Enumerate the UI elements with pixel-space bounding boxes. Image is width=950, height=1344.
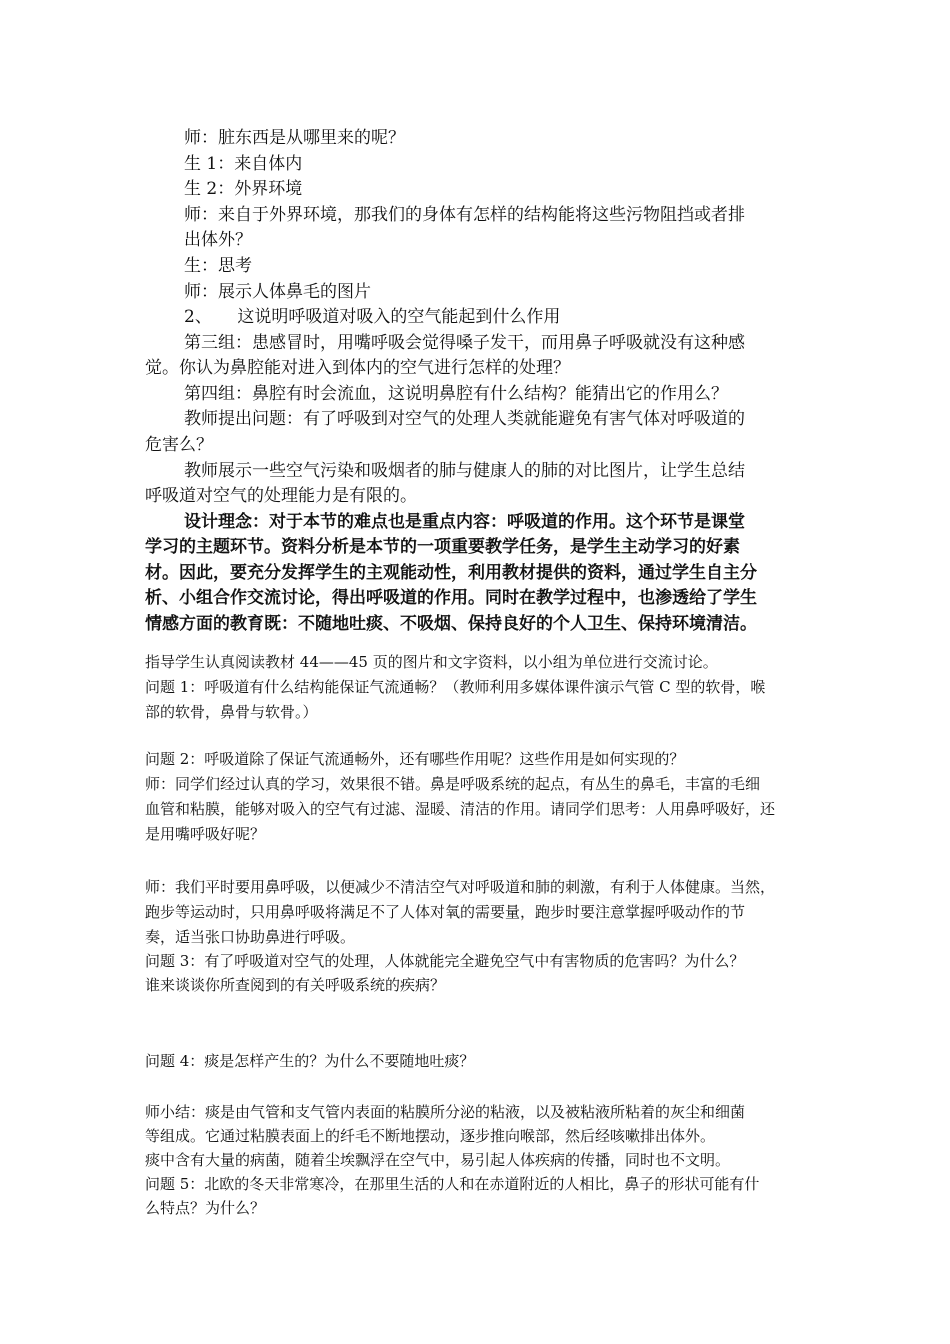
instruction-line: 指导学生认真阅读教材 44——45 页的图片和文字资料，以小组为单位进行交流讨论。: [145, 653, 718, 671]
design-concept-line: 设计理念：对于本节的难点也是重点内容：呼吸道的作用。这个环节是课堂: [184, 512, 745, 532]
teacher-line: 血管和粘膜，能够对吸入的空气有过滤、湿暖、清洁的作用。请同学们思考：人用鼻呼吸好，还: [145, 800, 776, 818]
design-concept-line: 析、小组合作交流讨论，得出呼吸道的作用。同时在教学过程中，也渗透给了学生: [145, 588, 757, 608]
paragraph-line: 教师提出问题：有了呼吸到对空气的处理人类就能避免有害气体对呼吸道的: [184, 409, 745, 429]
question-line: 么特点？为什么？: [145, 1199, 266, 1217]
paragraph-line: 觉。你认为鼻腔能对进入到体内的空气进行怎样的处理？: [145, 358, 570, 378]
teacher-line: 师：我们平时要用鼻呼吸，以便减少不清洁空气对呼吸道和肺的刺激，有利于人体健康。当然，: [145, 878, 776, 896]
paragraph-line: 教师展示一些空气污染和吸烟者的肺与健康人的肺的对比图片，让学生总结: [184, 461, 745, 481]
dialogue-line: 生 2：外界环境: [184, 179, 303, 199]
paragraph-line: 第四组：鼻腔有时会流血，这说明鼻腔有什么结构？能猜出它的作用么？: [184, 384, 728, 404]
dialogue-line: 出体外？: [184, 230, 252, 250]
paragraph-line: 呼吸道对空气的处理能力是有限的。: [145, 486, 417, 506]
dialogue-line: 生 1：来自体内: [184, 154, 303, 174]
design-concept-line: 学习的主题环节。资料分析是本节的一项重要教学任务，是学生主动学习的好素: [145, 537, 740, 557]
teacher-line: 跑步等运动时，只用鼻呼吸将满足不了人体对氧的需要量，跑步时要注意掌握呼吸动作的节: [145, 903, 746, 921]
design-concept-line: 情感方面的教育既：不随地吐痰、不吸烟、保持良好的个人卫生、保持环境清洁。: [145, 614, 757, 634]
dialogue-line: 生：思考: [184, 256, 252, 276]
question-line: 问题 4：痰是怎样产生的？为什么不要随地吐痰？: [145, 1052, 475, 1070]
question-line: 问题 3：有了呼吸道对空气的处理，人体就能完全避免空气中有害物质的危害吗？为什么？: [145, 952, 745, 970]
summary-line: 师小结：痰是由气管和支气管内表面的粘膜所分泌的粘液，以及被粘液所粘着的灰尘和细菌: [145, 1103, 746, 1121]
paragraph-line: 危害么？: [145, 435, 213, 455]
dialogue-line: 师：脏东西是从哪里来的呢？: [184, 128, 405, 148]
question-line: 部的软骨，鼻骨与软骨。）: [145, 703, 318, 721]
question-line: 谁来谈谈你所查阅到的有关呼吸系统的疾病？: [145, 976, 446, 994]
dialogue-line: 师：来自于外界环境，那我们的身体有怎样的结构能将这些污物阻挡或者排: [184, 205, 745, 225]
question-line: 问题 5：北欧的冬天非常寒冷，在那里生活的人和在赤道附近的人相比，鼻子的形状可能有什: [145, 1175, 760, 1193]
summary-line: 等组成。它通过粘膜表面上的纤毛不断地摆动，逐步推向喉部，然后经咳嗽排出体外。: [145, 1127, 716, 1145]
design-concept-line: 材。因此，要充分发挥学生的主观能动性，利用教材提供的资料，通过学生自主分: [145, 563, 757, 583]
summary-line: 痰中含有大量的病菌，随着尘埃飘浮在空气中，易引起人体疾病的传播，同时也不文明。: [145, 1151, 731, 1169]
paragraph-line: 第三组：患感冒时，用嘴呼吸会觉得嗓子发干，而用鼻子呼吸就没有这种感: [184, 333, 745, 353]
question-line: 问题 2：呼吸道除了保证气流通畅外，还有哪些作用呢？这些作用是如何实现的？: [145, 750, 685, 768]
numbered-item: 2、 这说明呼吸道对吸入的空气能起到什么作用: [184, 307, 561, 327]
teacher-line: 师：同学们经过认真的学习，效果很不错。鼻是呼吸系统的起点，有丛生的鼻毛，丰富的毛细: [145, 775, 761, 793]
teacher-line: 是用嘴呼吸好呢？: [145, 825, 266, 843]
question-line: 问题 1：呼吸道有什么结构能保证气流通畅？（教师利用多媒体课件演示气管 C 型的软骨，喉: [145, 678, 766, 696]
teacher-line: 奏，适当张口协助鼻进行呼吸。: [145, 928, 356, 946]
dialogue-line: 师：展示人体鼻毛的图片: [184, 282, 371, 302]
